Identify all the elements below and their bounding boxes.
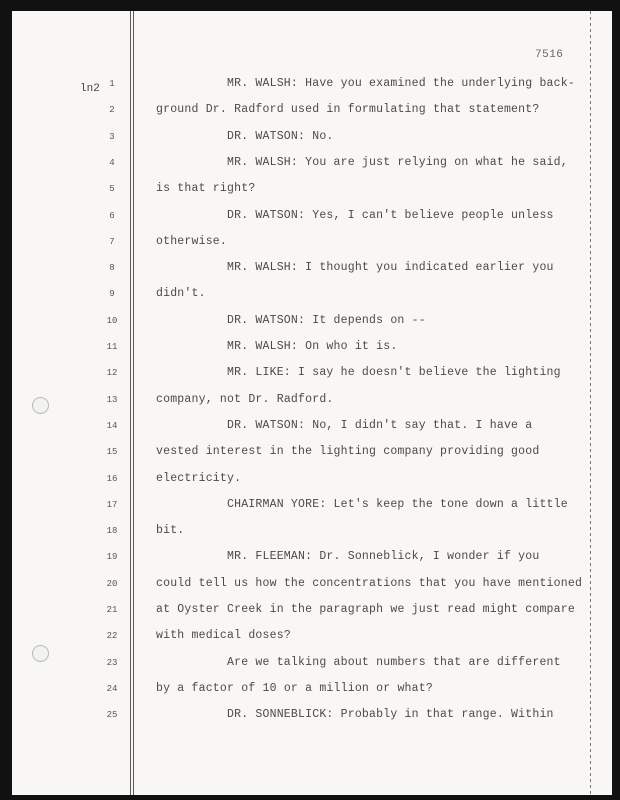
line-number: 22 [106, 631, 118, 641]
transcript-line: MR. WALSH: You are just relying on what he said, [227, 156, 568, 169]
transcript-line: CHAIRMAN YORE: Let's keep the tone down a little [227, 498, 568, 511]
transcript-line: DR. SONNEBLICK: Probably in that range. Within [227, 708, 554, 721]
line-number: 19 [106, 552, 118, 562]
line-number: 18 [106, 526, 118, 536]
transcript-line: otherwise. [156, 235, 228, 248]
transcript-line: DR. WATSON: It depends on -- [227, 314, 426, 327]
binder-hole-lower [32, 645, 49, 662]
line-number: 23 [106, 658, 118, 668]
line-number: 13 [106, 395, 118, 405]
file-identifier: ln2 [80, 83, 100, 95]
transcript-page [12, 11, 612, 795]
line-number: 20 [106, 579, 118, 589]
transcript-line: at Oyster Creek in the paragraph we just read might compare [156, 603, 575, 616]
transcript-line: MR. WALSH: Have you examined the underlying back- [227, 77, 575, 90]
transcript-line: DR. WATSON: No. [227, 130, 334, 143]
transcript-line: with medical doses? [156, 629, 291, 642]
line-number: 9 [109, 289, 115, 299]
line-number: 12 [106, 368, 118, 378]
line-number: 21 [106, 605, 118, 615]
line-number: 7 [109, 237, 115, 247]
transcript-line: MR. LIKE: I say he doesn't believe the lighting [227, 366, 561, 379]
line-number: 4 [109, 158, 115, 168]
line-number: 17 [106, 500, 118, 510]
line-number: 10 [106, 316, 118, 326]
line-number: 2 [109, 105, 115, 115]
line-number: 5 [109, 184, 115, 194]
transcript-line: by a factor of 10 or a million or what? [156, 682, 433, 695]
margin-rule-left-2 [133, 11, 134, 795]
transcript-line: MR. WALSH: I thought you indicated earlier you [227, 261, 554, 274]
line-number: 1 [109, 79, 115, 89]
transcript-line: company, not Dr. Radford. [156, 393, 334, 406]
line-number: 15 [106, 447, 118, 457]
transcript-line: vested interest in the lighting company providing good [156, 445, 540, 458]
transcript-line: could tell us how the concentrations that you have mentioned [156, 577, 583, 590]
transcript-line: DR. WATSON: No, I didn't say that. I have a [227, 419, 533, 432]
transcript-line: MR. FLEEMAN: Dr. Sonneblick, I wonder if you [227, 550, 540, 563]
line-number: 8 [109, 263, 115, 273]
line-number: 25 [106, 710, 118, 720]
line-number: 14 [106, 421, 118, 431]
line-number: 3 [109, 132, 115, 142]
binder-hole-upper [32, 397, 49, 414]
transcript-line: ground Dr. Radford used in formulating that statement? [156, 103, 540, 116]
line-number: 6 [109, 211, 115, 221]
page-number: 7516 [535, 49, 564, 61]
transcript-line: is that right? [156, 182, 256, 195]
transcript-line: bit. [156, 524, 185, 537]
line-number: 24 [106, 684, 118, 694]
transcript-line: DR. WATSON: Yes, I can't believe people unless [227, 209, 554, 222]
transcript-line: didn't. [156, 287, 206, 300]
line-number: 11 [106, 342, 118, 352]
line-number: 16 [106, 474, 118, 484]
transcript-line: Are we talking about numbers that are different [227, 656, 561, 669]
margin-rule-left-1 [130, 11, 131, 795]
margin-rule-right [590, 11, 591, 795]
transcript-line: electricity. [156, 472, 242, 485]
transcript-line: MR. WALSH: On who it is. [227, 340, 398, 353]
